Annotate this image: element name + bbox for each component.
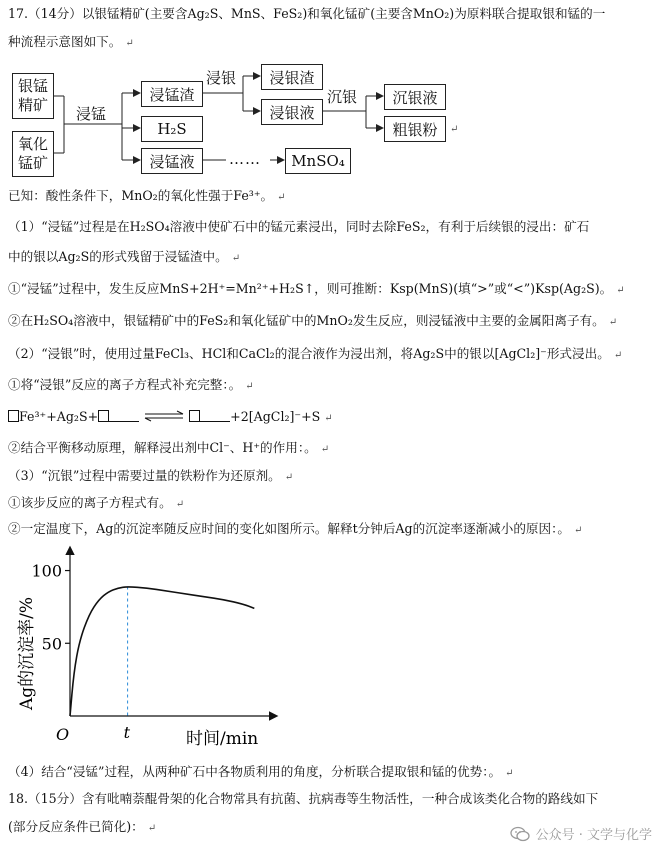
equilibrium-arrow-icon [143,410,185,422]
box-crude-ag: 粗银粉 [384,116,446,142]
series-line [70,587,254,716]
box-h2s: H₂S [141,116,203,142]
p1-sub1: ①“浸锰”过程中，发生反应MnS+2H⁺=Mn²⁺+H₂S↑，则可推断：Ksp(MnS)(填“>”或“<”)Ksp(Ag₂S)。 ↵ [8,281,625,296]
box-mn-oxide-ore: 氧化 锰矿 [12,131,54,177]
box-leach-ag-liquid: 浸银液 [261,99,323,125]
box-leach-ag-residue: 浸银渣 [261,64,323,90]
flow-connectors [0,0,672,190]
known-line: 已知：酸性条件下，MnO₂的氧化性强于Fe³⁺。 ↵ [8,188,286,203]
p2-line: （2）“浸银”时，使用过量FeCl₃、HCl和CaCl₂的混合液作为浸出剂，将Ag₂S中的银以[AgCl₂]⁻形式浸出。 ↵ [8,346,623,361]
y-axis-label: Ag的沉淀率/% [17,596,37,710]
p2-sub1: ①将“浸银”反应的离子方程式补充完整：。 ↵ [8,377,254,392]
answer-blank [109,411,139,422]
p3-sub1: ①该步反应的离子方程式有。 ↵ [8,495,185,510]
para-mark: ↵ [450,124,459,135]
p1-line-b: 中的银以Ag₂S的形式残留于浸锰渣中。 ↵ [8,249,241,264]
watermark: 公众号 · 文学与化学 [510,824,652,843]
p2-equation: Fe³⁺+Ag₂S+ +2[AgCl₂]⁻+S ↵ [8,409,666,427]
p4-line: （4）结合“浸锰”过程，从两种矿石中各物质利用的角度，分析联合提取银和锰的优势：。 ↵ [8,764,514,779]
label-leach-ag: 浸银 [206,69,237,87]
t-label: t [123,723,131,742]
q17-line1: 17.（14分）以银锰精矿(主要含Ag₂S、MnS、FeS₂)和氧化锰矿(主要含MnO₂)为原料联合提取银和锰的一 [8,6,606,21]
q18-line2: (部分反应条件已简化)： ↵ [8,819,157,834]
box-silver-mn-ore: 银锰 精矿 [12,73,54,119]
box-leach-mn-liquid: 浸锰液 [141,148,203,174]
p3-sub2: ②一定温度下，Ag的沉淀率随反应时间的变化如图所示。解释t分钟后Ag的沉淀率逐渐减小的原因：。 ↵ [8,521,583,536]
box-leach-mn-residue: 浸锰渣 [141,81,203,107]
y-tick-label: 100 [31,561,62,581]
label-dots: …… [229,150,261,168]
q18-line1: 18.（15分）含有吡喃萘醌骨架的化合物常具有抗菌、抗病毒等生物活性，一种合成该类化合物的路线如下 [8,791,599,806]
answer-blank [200,411,230,422]
origin-label: O [56,725,70,744]
box-precip-ag-liquid: 沉银液 [384,84,446,110]
wechat-icon [510,826,530,842]
p2-sub2: ②结合平衡移动原理，解释浸出剂中Cl⁻、H⁺的作用：。 ↵ [8,440,330,455]
p1-line-a: （1）“浸锰”过程是在H₂SO₄溶液中使矿石中的锰元素浸出，同时去除FeS₂，有利于后续银的浸出：矿石 [8,219,590,234]
coef-box [8,410,19,422]
p1-sub2: ②在H₂SO₄溶液中，银锰精矿中的FeS₂和氧化锰矿中的MnO₂发生反应，则浸锰液中主要的金属阳离子有。 ↵ [8,313,618,328]
box-mnso4: MnSO₄ [285,148,351,174]
p3-line: （3）“沉银”过程中需要过量的铁粉作为还原剂。 ↵ [8,468,294,483]
y-tick-label: 50 [41,634,62,654]
x-axis-label: 时间/min [186,729,259,749]
label-leach-mn: 浸锰 [76,105,107,123]
coef-box [98,410,109,422]
label-precip-ag: 沉银 [327,88,358,106]
q17-line2: 种流程示意图如下。 ↵ [8,34,134,49]
ag-precipitation-chart [0,540,300,760]
coef-box [189,410,200,422]
